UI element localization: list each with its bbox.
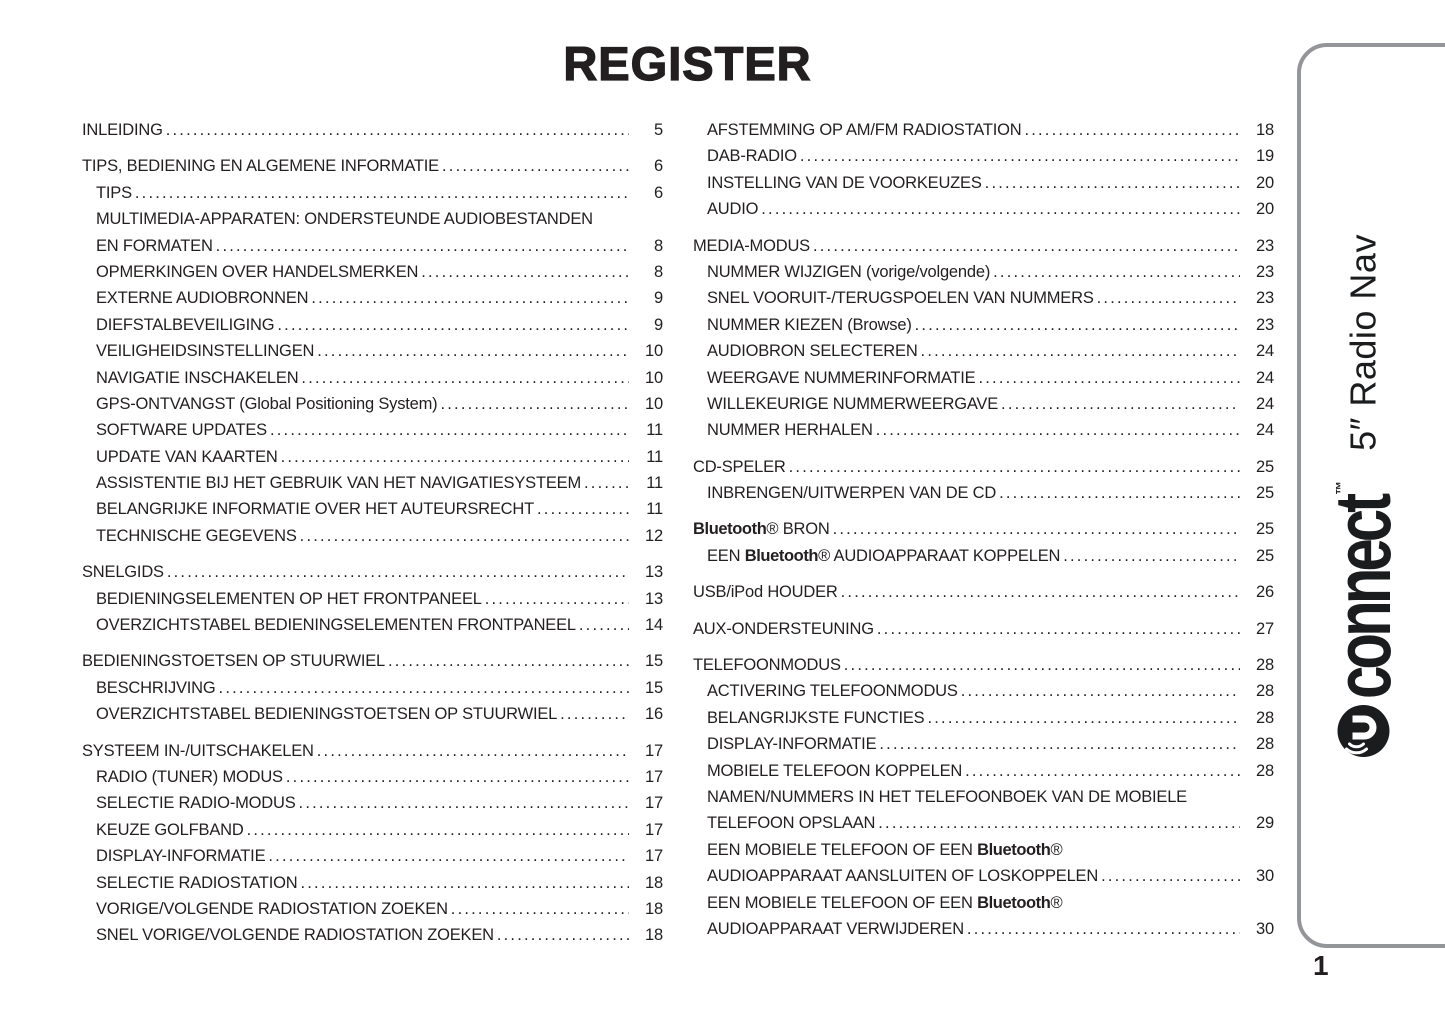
toc-entry-label: DAB-RADIO bbox=[707, 147, 797, 166]
dot-leader bbox=[761, 196, 1240, 222]
dot-leader bbox=[311, 285, 629, 311]
dot-leader bbox=[1097, 285, 1240, 311]
toc-entry-page: 15 bbox=[645, 678, 663, 697]
toc-entry-label: KEUZE GOLFBAND bbox=[96, 820, 244, 839]
toc-column-left bbox=[82, 117, 663, 949]
toc-entry bbox=[693, 678, 1274, 704]
tab-model-label: 5″ Radio Nav bbox=[1342, 233, 1383, 451]
toc-entry-label: TELEFOONMODUS bbox=[693, 656, 841, 675]
toc-entry-label: TIPS bbox=[96, 183, 132, 202]
toc-entry bbox=[82, 285, 663, 311]
toc-entry-label: AFSTEMMING OP AM/FM RADIOSTATION bbox=[707, 121, 1022, 139]
toc-entry-label: VEILIGHEIDSINSTELLINGEN bbox=[96, 342, 315, 361]
toc-entry-page: 11 bbox=[646, 474, 663, 493]
page-title: REGISTER bbox=[563, 37, 812, 90]
toc-entry-label: NUMMER HERHALEN bbox=[707, 421, 873, 440]
toc-entry bbox=[693, 579, 1274, 605]
toc-entry bbox=[693, 285, 1274, 311]
toc-entry bbox=[693, 365, 1274, 391]
toc-entry-label: DIEFSTALBEVEILIGING bbox=[96, 315, 275, 334]
toc-entry-label: RADIO (TUNER) MODUS bbox=[96, 767, 283, 786]
toc-entry-label: BEDIENINGSELEMENTEN OP HET FRONTPANEEL bbox=[96, 589, 482, 608]
toc-entry-label: TELEFOON OPSLAAN bbox=[707, 814, 876, 833]
toc-entry bbox=[693, 117, 1274, 143]
toc-entry-label: NAMEN/NUMMERS IN HET TELEFOONBOEK VAN DE MOBIELE bbox=[707, 787, 1187, 806]
toc-entry-page: 13 bbox=[645, 563, 663, 582]
dot-leader bbox=[921, 338, 1240, 364]
toc-entry-label: SOFTWARE UPDATES bbox=[96, 421, 267, 440]
toc-entry-page: 20 bbox=[1256, 173, 1274, 192]
toc-entry bbox=[82, 365, 663, 391]
toc-entry-page: 28 bbox=[1256, 761, 1274, 780]
toc-entry-page: 8 bbox=[654, 262, 663, 281]
dot-leader bbox=[299, 790, 629, 816]
dot-leader bbox=[135, 180, 629, 206]
toc-entry bbox=[82, 790, 663, 816]
toc-entry bbox=[693, 758, 1274, 784]
toc-entry bbox=[82, 764, 663, 790]
table-of-contents bbox=[82, 117, 1274, 949]
toc-entry-page: 8 bbox=[654, 236, 663, 255]
toc-entry-label: MULTIMEDIA-APPARATEN: ONDERSTEUNDE AUDIOBESTANDEN bbox=[96, 210, 593, 229]
dot-leader bbox=[440, 391, 629, 417]
toc-entry-label: SNEL VORIGE/VOLGENDE RADIOSTATION ZOEKEN bbox=[96, 926, 494, 945]
dot-leader bbox=[560, 701, 629, 727]
toc-entry-page: 24 bbox=[1256, 421, 1274, 440]
toc-entry-page: 29 bbox=[1256, 814, 1274, 833]
toc-entry bbox=[82, 612, 663, 638]
toc-entry bbox=[82, 391, 663, 417]
dot-leader bbox=[247, 817, 629, 843]
toc-entry-label: INSTELLING VAN DE VOORKEUZES bbox=[707, 173, 982, 192]
dot-leader bbox=[216, 233, 629, 259]
dot-leader bbox=[421, 259, 629, 285]
toc-entry-label: UPDATE VAN KAARTEN bbox=[96, 447, 278, 466]
toc-entry-page: 9 bbox=[654, 315, 663, 334]
toc-entry bbox=[693, 233, 1274, 259]
toc-entry-page: 18 bbox=[645, 899, 663, 918]
toc-entry bbox=[693, 454, 1274, 480]
toc-column-right bbox=[693, 117, 1274, 949]
toc-entry bbox=[82, 338, 663, 364]
dot-leader bbox=[286, 764, 629, 790]
toc-entry-page: 19 bbox=[1256, 147, 1274, 166]
tab-label bbox=[1318, 233, 1408, 758]
toc-entry bbox=[693, 417, 1274, 443]
toc-entry-label: AUDIOAPPARAAT VERWIJDEREN bbox=[707, 919, 964, 938]
toc-entry bbox=[82, 701, 663, 727]
dot-leader bbox=[219, 675, 629, 701]
toc-entry-label: EN FORMATEN bbox=[96, 236, 213, 255]
toc-entry-page: 23 bbox=[1256, 315, 1274, 334]
toc-entry bbox=[82, 922, 663, 948]
toc-entry-page: 18 bbox=[645, 926, 663, 945]
dot-leader bbox=[301, 365, 629, 391]
dot-leader bbox=[317, 338, 629, 364]
dot-leader bbox=[789, 454, 1240, 480]
toc-entry-page: 17 bbox=[645, 767, 663, 786]
toc-entry-page: 13 bbox=[645, 589, 663, 608]
toc-entry-label: SNELGIDS bbox=[82, 563, 164, 582]
toc-entry-page: 28 bbox=[1256, 708, 1274, 727]
toc-entry-label: SYSTEEM IN-/UITSCHAKELEN bbox=[82, 741, 314, 760]
toc-entry bbox=[693, 731, 1274, 757]
toc-entry bbox=[82, 444, 663, 470]
dot-leader bbox=[579, 612, 629, 638]
dot-leader bbox=[1063, 543, 1240, 569]
toc-entry-label: WEERGAVE NUMMERINFORMATIE bbox=[707, 368, 976, 387]
dot-leader bbox=[537, 496, 629, 522]
toc-entry bbox=[82, 312, 663, 338]
toc-entry bbox=[82, 259, 663, 285]
toc-entry-page: 25 bbox=[1256, 484, 1274, 503]
dot-leader bbox=[1024, 117, 1240, 143]
toc-entry-label: AUDIOBRON SELECTEREN bbox=[707, 342, 918, 361]
toc-entry bbox=[82, 153, 663, 179]
toc-entry-label: NUMMER KIEZEN (Browse) bbox=[707, 315, 912, 334]
toc-entry-label: OPMERKINGEN OVER HANDELSMERKEN bbox=[96, 262, 419, 281]
toc-entry-page: 28 bbox=[1256, 656, 1274, 675]
toc-entry-page: 18 bbox=[645, 873, 663, 892]
toc-entry-label: OVERZICHTSTABEL BEDIENINGSTOETSEN OP STUURWIEL bbox=[96, 705, 558, 724]
toc-entry-label: AUDIOAPPARAAT AANSLUITEN OF LOSKOPPELEN bbox=[707, 867, 1099, 886]
toc-entry-page: 26 bbox=[1256, 583, 1274, 602]
toc-entry bbox=[82, 206, 663, 232]
toc-entry-label: INLEIDING bbox=[82, 121, 163, 139]
toc-entry-label: BESCHRIJVING bbox=[96, 678, 216, 697]
toc-entry-page: 17 bbox=[645, 820, 663, 839]
toc-entry-page: 16 bbox=[645, 705, 663, 724]
toc-entry-label: EEN MOBIELE TELEFOON OF EEN Bluetooth® bbox=[707, 893, 1063, 912]
toc-entry-page: 11 bbox=[646, 421, 663, 440]
toc-entry bbox=[693, 196, 1274, 222]
toc-entry bbox=[82, 233, 663, 259]
toc-entry-label: ACTIVERING TELEFOONMODUS bbox=[707, 682, 958, 701]
toc-entry bbox=[82, 675, 663, 701]
toc-entry bbox=[82, 648, 663, 674]
dot-leader bbox=[300, 870, 629, 896]
dot-leader bbox=[915, 312, 1240, 338]
toc-entry-label: MEDIA-MODUS bbox=[693, 236, 810, 255]
dot-leader bbox=[300, 523, 629, 549]
dot-leader bbox=[878, 810, 1240, 836]
dot-leader bbox=[877, 616, 1240, 642]
toc-entry-label: EXTERNE AUDIOBRONNEN bbox=[96, 289, 309, 308]
toc-entry-page: 24 bbox=[1256, 368, 1274, 387]
toc-entry bbox=[82, 523, 663, 549]
dot-leader bbox=[967, 916, 1240, 942]
toc-entry bbox=[693, 516, 1274, 542]
dot-leader bbox=[961, 678, 1240, 704]
dot-leader bbox=[497, 922, 629, 948]
toc-entry-label: USB/iPod HOUDER bbox=[693, 583, 838, 602]
toc-entry-label: OVERZICHTSTABEL BEDIENINGSELEMENTEN FRONTPANEEL bbox=[96, 616, 576, 635]
dot-leader bbox=[584, 470, 629, 496]
toc-entry-page: 10 bbox=[645, 394, 663, 413]
toc-entry-label: TECHNISCHE GEGEVENS bbox=[96, 526, 297, 545]
uconnect-logo bbox=[1318, 480, 1408, 757]
toc-entry-label: BELANGRIJKE INFORMATIE OVER HET AUTEURSRECHT bbox=[96, 500, 534, 519]
dot-leader bbox=[277, 312, 629, 338]
dot-leader bbox=[813, 233, 1240, 259]
dot-leader bbox=[876, 417, 1240, 443]
toc-entry-page: 17 bbox=[645, 847, 663, 866]
toc-entry-label: CD-SPELER bbox=[693, 457, 786, 476]
dot-leader bbox=[993, 259, 1240, 285]
toc-entry-page: 9 bbox=[654, 289, 663, 308]
dot-leader bbox=[800, 143, 1240, 169]
toc-entry-page: 28 bbox=[1256, 682, 1274, 701]
toc-entry-label: VORIGE/VOLGENDE RADIOSTATION ZOEKEN bbox=[96, 899, 448, 918]
toc-entry-page: 11 bbox=[646, 447, 663, 466]
dot-leader bbox=[985, 170, 1240, 196]
toc-entry-label: EEN Bluetooth® AUDIOAPPARAAT KOPPELEN bbox=[707, 546, 1061, 565]
toc-entry-label: MOBIELE TELEFOON KOPPELEN bbox=[707, 761, 963, 780]
toc-entry-page: 17 bbox=[645, 794, 663, 813]
toc-entry-label: Bluetooth® BRON bbox=[693, 520, 830, 539]
toc-entry bbox=[82, 117, 663, 143]
toc-entry-page: 12 bbox=[645, 526, 663, 545]
toc-entry-label: TIPS, BEDIENING EN ALGEMENE INFORMATIE bbox=[82, 157, 439, 176]
toc-entry bbox=[693, 391, 1274, 417]
toc-entry bbox=[693, 916, 1274, 942]
toc-entry-label: SELECTIE RADIO-MODUS bbox=[96, 794, 296, 813]
toc-entry bbox=[82, 470, 663, 496]
dot-leader bbox=[1101, 863, 1240, 889]
toc-entry bbox=[82, 843, 663, 869]
toc-entry-page: 10 bbox=[645, 368, 663, 387]
toc-entry bbox=[82, 559, 663, 585]
toc-entry-label: DISPLAY-INFORMATIE bbox=[707, 735, 877, 754]
dot-leader bbox=[841, 579, 1240, 605]
toc-entry bbox=[693, 616, 1274, 642]
toc-entry-label: AUX-ONDERSTEUNING bbox=[693, 619, 874, 638]
toc-entry bbox=[693, 652, 1274, 678]
toc-entry-label: WILLEKEURIGE NUMMERWEERGAVE bbox=[707, 394, 999, 413]
toc-entry-page: 27 bbox=[1256, 619, 1274, 638]
toc-entry bbox=[693, 784, 1274, 810]
toc-entry-page: 23 bbox=[1256, 289, 1274, 308]
side-index-tab bbox=[1297, 43, 1445, 948]
toc-entry bbox=[82, 817, 663, 843]
toc-entry-page: 11 bbox=[646, 500, 663, 519]
toc-entry-page: 28 bbox=[1256, 735, 1274, 754]
dot-leader bbox=[451, 896, 629, 922]
dot-leader bbox=[879, 731, 1240, 757]
toc-entry-label: SELECTIE RADIOSTATION bbox=[96, 873, 298, 892]
toc-entry bbox=[693, 480, 1274, 506]
toc-entry bbox=[693, 312, 1274, 338]
dot-leader bbox=[927, 705, 1240, 731]
uconnect-icon bbox=[1336, 703, 1390, 757]
toc-entry bbox=[82, 896, 663, 922]
toc-entry bbox=[82, 496, 663, 522]
toc-entry-page: 6 bbox=[654, 157, 663, 176]
dot-leader bbox=[281, 444, 629, 470]
toc-entry bbox=[82, 738, 663, 764]
dot-leader bbox=[999, 480, 1240, 506]
dot-leader bbox=[270, 417, 629, 443]
toc-entry bbox=[82, 417, 663, 443]
dot-leader bbox=[978, 365, 1240, 391]
toc-entry bbox=[82, 180, 663, 206]
toc-entry-label: GPS-ONTVANGST (Global Positioning System) bbox=[96, 394, 438, 413]
toc-entry bbox=[693, 810, 1274, 836]
toc-entry bbox=[693, 338, 1274, 364]
toc-entry bbox=[693, 890, 1274, 916]
toc-entry-page: 25 bbox=[1256, 546, 1274, 565]
toc-entry-page: 30 bbox=[1256, 919, 1274, 938]
dot-leader bbox=[166, 117, 629, 143]
toc-entry-page: 24 bbox=[1256, 394, 1274, 413]
toc-entry bbox=[693, 705, 1274, 731]
dot-leader bbox=[485, 586, 629, 612]
toc-entry-page: 15 bbox=[645, 652, 663, 671]
toc-entry bbox=[693, 259, 1274, 285]
toc-entry bbox=[693, 543, 1274, 569]
toc-entry-page: 24 bbox=[1256, 342, 1274, 361]
trademark-symbol: ™ bbox=[1332, 480, 1349, 495]
toc-entry-page: 23 bbox=[1256, 236, 1274, 255]
toc-entry-label: EEN MOBIELE TELEFOON OF EEN Bluetooth® bbox=[707, 840, 1063, 859]
toc-entry-page: 6 bbox=[654, 183, 663, 202]
dot-leader bbox=[317, 738, 629, 764]
toc-entry-label: DISPLAY-INFORMATIE bbox=[96, 847, 266, 866]
toc-entry-page: 5 bbox=[654, 121, 663, 139]
dot-leader bbox=[442, 153, 629, 179]
toc-entry bbox=[693, 170, 1274, 196]
toc-entry-label: ASSISTENTIE BIJ HET GEBRUIK VAN HET NAVIGATIESYSTEEM bbox=[96, 474, 582, 493]
toc-entry-page: 14 bbox=[645, 616, 663, 635]
toc-entry bbox=[82, 870, 663, 896]
toc-entry-page: 20 bbox=[1256, 200, 1274, 219]
toc-entry bbox=[82, 586, 663, 612]
toc-entry bbox=[693, 143, 1274, 169]
dot-leader bbox=[388, 648, 629, 674]
dot-leader bbox=[965, 758, 1240, 784]
toc-entry-label: NAVIGATIE INSCHAKELEN bbox=[96, 368, 299, 387]
toc-entry-label: AUDIO bbox=[707, 200, 759, 219]
dot-leader bbox=[1001, 391, 1240, 417]
uconnect-wordmark: connect bbox=[1318, 496, 1408, 699]
toc-entry-label: NUMMER WIJZIGEN (vorige/volgende) bbox=[707, 262, 991, 281]
toc-entry-page: 23 bbox=[1256, 262, 1274, 281]
dot-leader bbox=[167, 559, 629, 585]
toc-entry bbox=[693, 837, 1274, 863]
toc-entry-label: SNEL VOORUIT-/TERUGSPOELEN VAN NUMMERS bbox=[707, 289, 1094, 308]
toc-entry-page: 10 bbox=[645, 342, 663, 361]
toc-entry-page: 25 bbox=[1256, 457, 1274, 476]
toc-entry-page: 30 bbox=[1256, 867, 1274, 886]
toc-entry-label: BEDIENINGSTOETSEN OP STUURWIEL bbox=[82, 652, 385, 671]
toc-entry-label: BELANGRIJKSTE FUNCTIES bbox=[707, 708, 925, 727]
page-number: 1 bbox=[1313, 950, 1329, 981]
toc-entry-page: 25 bbox=[1256, 520, 1274, 539]
toc-entry-page: 18 bbox=[1256, 121, 1274, 139]
dot-leader bbox=[268, 843, 629, 869]
dot-leader bbox=[833, 516, 1240, 542]
dot-leader bbox=[844, 652, 1240, 678]
toc-entry bbox=[693, 863, 1274, 889]
toc-entry-page: 17 bbox=[645, 741, 663, 760]
toc-entry-label: INBRENGEN/UITWERPEN VAN DE CD bbox=[707, 484, 997, 503]
